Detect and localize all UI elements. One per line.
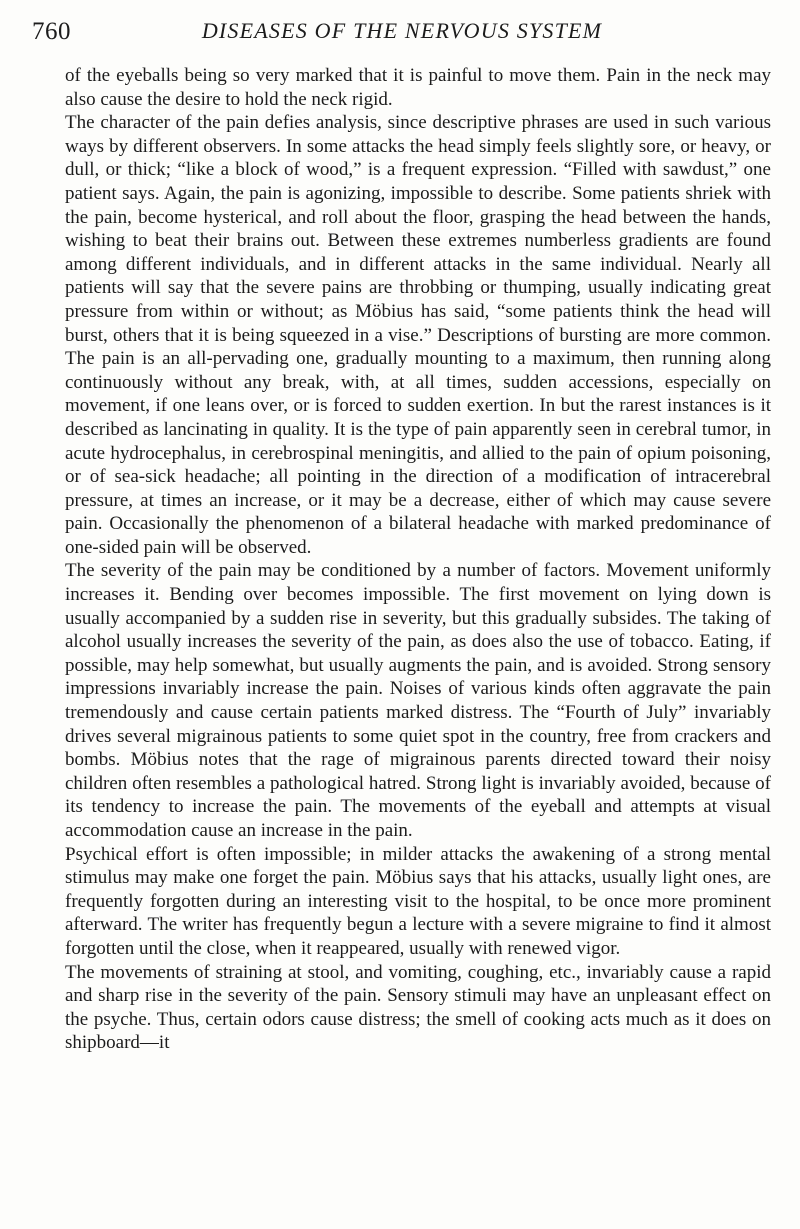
- paragraph-straining-movements: The movements of straining at stool, and vomiting, coughing, etc., invariably cause a rapid and sharp rise in the severity of the pain. Sensory stimuli may have an unpleasant effect on the psyche. Thus, certain odors cause distress; the smell of cooking acts much as it does on shipboard—it: [65, 961, 771, 1054]
- page-number: 760: [32, 18, 71, 45]
- paragraph-pain-severity: The severity of the pain may be conditioned by a number of factors. Movement uniformly increases it. Bending over becomes impossible. The first movement on lying down is usually accompanied by a sudden rise in severity, but this gradually subsides. The taking of alcohol usually increases the severity of the pain, as does also the use of tobacco. Eating, if possible, may help somewhat, but usually augments the pain, and is avoided. Strong sensory impressions invariably increase the pain. Noises of various kinds often aggravate the pain tremendously and cause certain patients marked distress. The “Fourth of July” invariably drives several migrainous patients to some quiet spot in the country, free from crackers and bombs. Möbius notes that the rage of migrainous parents directed toward their noisy children often resembles a pathological hatred. Strong light is invariably avoided, because of its tendency to increase the pain. The movements of the eyeball and attempts at visual accommodation cause an increase in the pain.: [65, 560, 771, 841]
- paragraph-continued: of the eyeballs being so very marked that it is painful to move them. Pain in the neck may also cause the desire to hold the neck rigid.: [65, 65, 771, 110]
- paragraph-pain-character: The character of the pain defies analysis, since descriptive phrases are used in such various ways by different observers. In some attacks the head simply feels slightly sore, or heavy, or dull, or thick; “like a block of wood,” is a frequent expression. “Filled with sawdust,” one patient says. Again, the pain is agonizing, impossible to describe. Some patients shriek with the pain, become hysterical, and roll about the floor, grasping the head between the hands, wishing to beat their brains out. Between these extremes numberless gradients are found among different individuals, and in different attacks in the same individual. Nearly all patients will say that the severe pains are throbbing or thumping, usually indicating great pressure from within or without; as Möbius has said, “some patients think the head will burst, others that it is being squeezed in a vise.” Descriptions of bursting are more common. The pain is an all-pervading one, gradually mounting to a maximum, then running along continuously without any break, with, at all times, sudden accessions, especially on movement, if one leans over, or is forced to sudden exertion. In but the rarest instances is it described as lancinating in quality. It is the type of pain apparently seen in cerebral tumor, in acute hydrocephalus, in cerebrospinal meningitis, and allied to the pain of opium poisoning, or of sea-sick headache; all pointing in the direction of a modification of intracerebral pressure, at times an increase, or it may be a decrease, either of which may cause severe pain. Occasionally the phenomenon of a bilateral headache with marked predominance of one-sided pain will be observed.: [65, 112, 771, 558]
- running-title: DISEASES OF THE NERVOUS SYSTEM: [201, 18, 603, 43]
- body-text: [65, 64, 771, 1055]
- paragraph-psychical-effort: Psychical effort is often impossible; in milder attacks the awakening of a strong mental stimulus may make one forget the pain. Möbius says that his attacks, usually light ones, are frequently forgotten during an interesting visit to the hospital, to be once more prominent afterward. The writer has frequently begun a lecture with a severe migraine to find it almost forgotten until the close, when it reappeared, usually with renewed vigor.: [65, 843, 771, 959]
- running-head: [32, 16, 772, 46]
